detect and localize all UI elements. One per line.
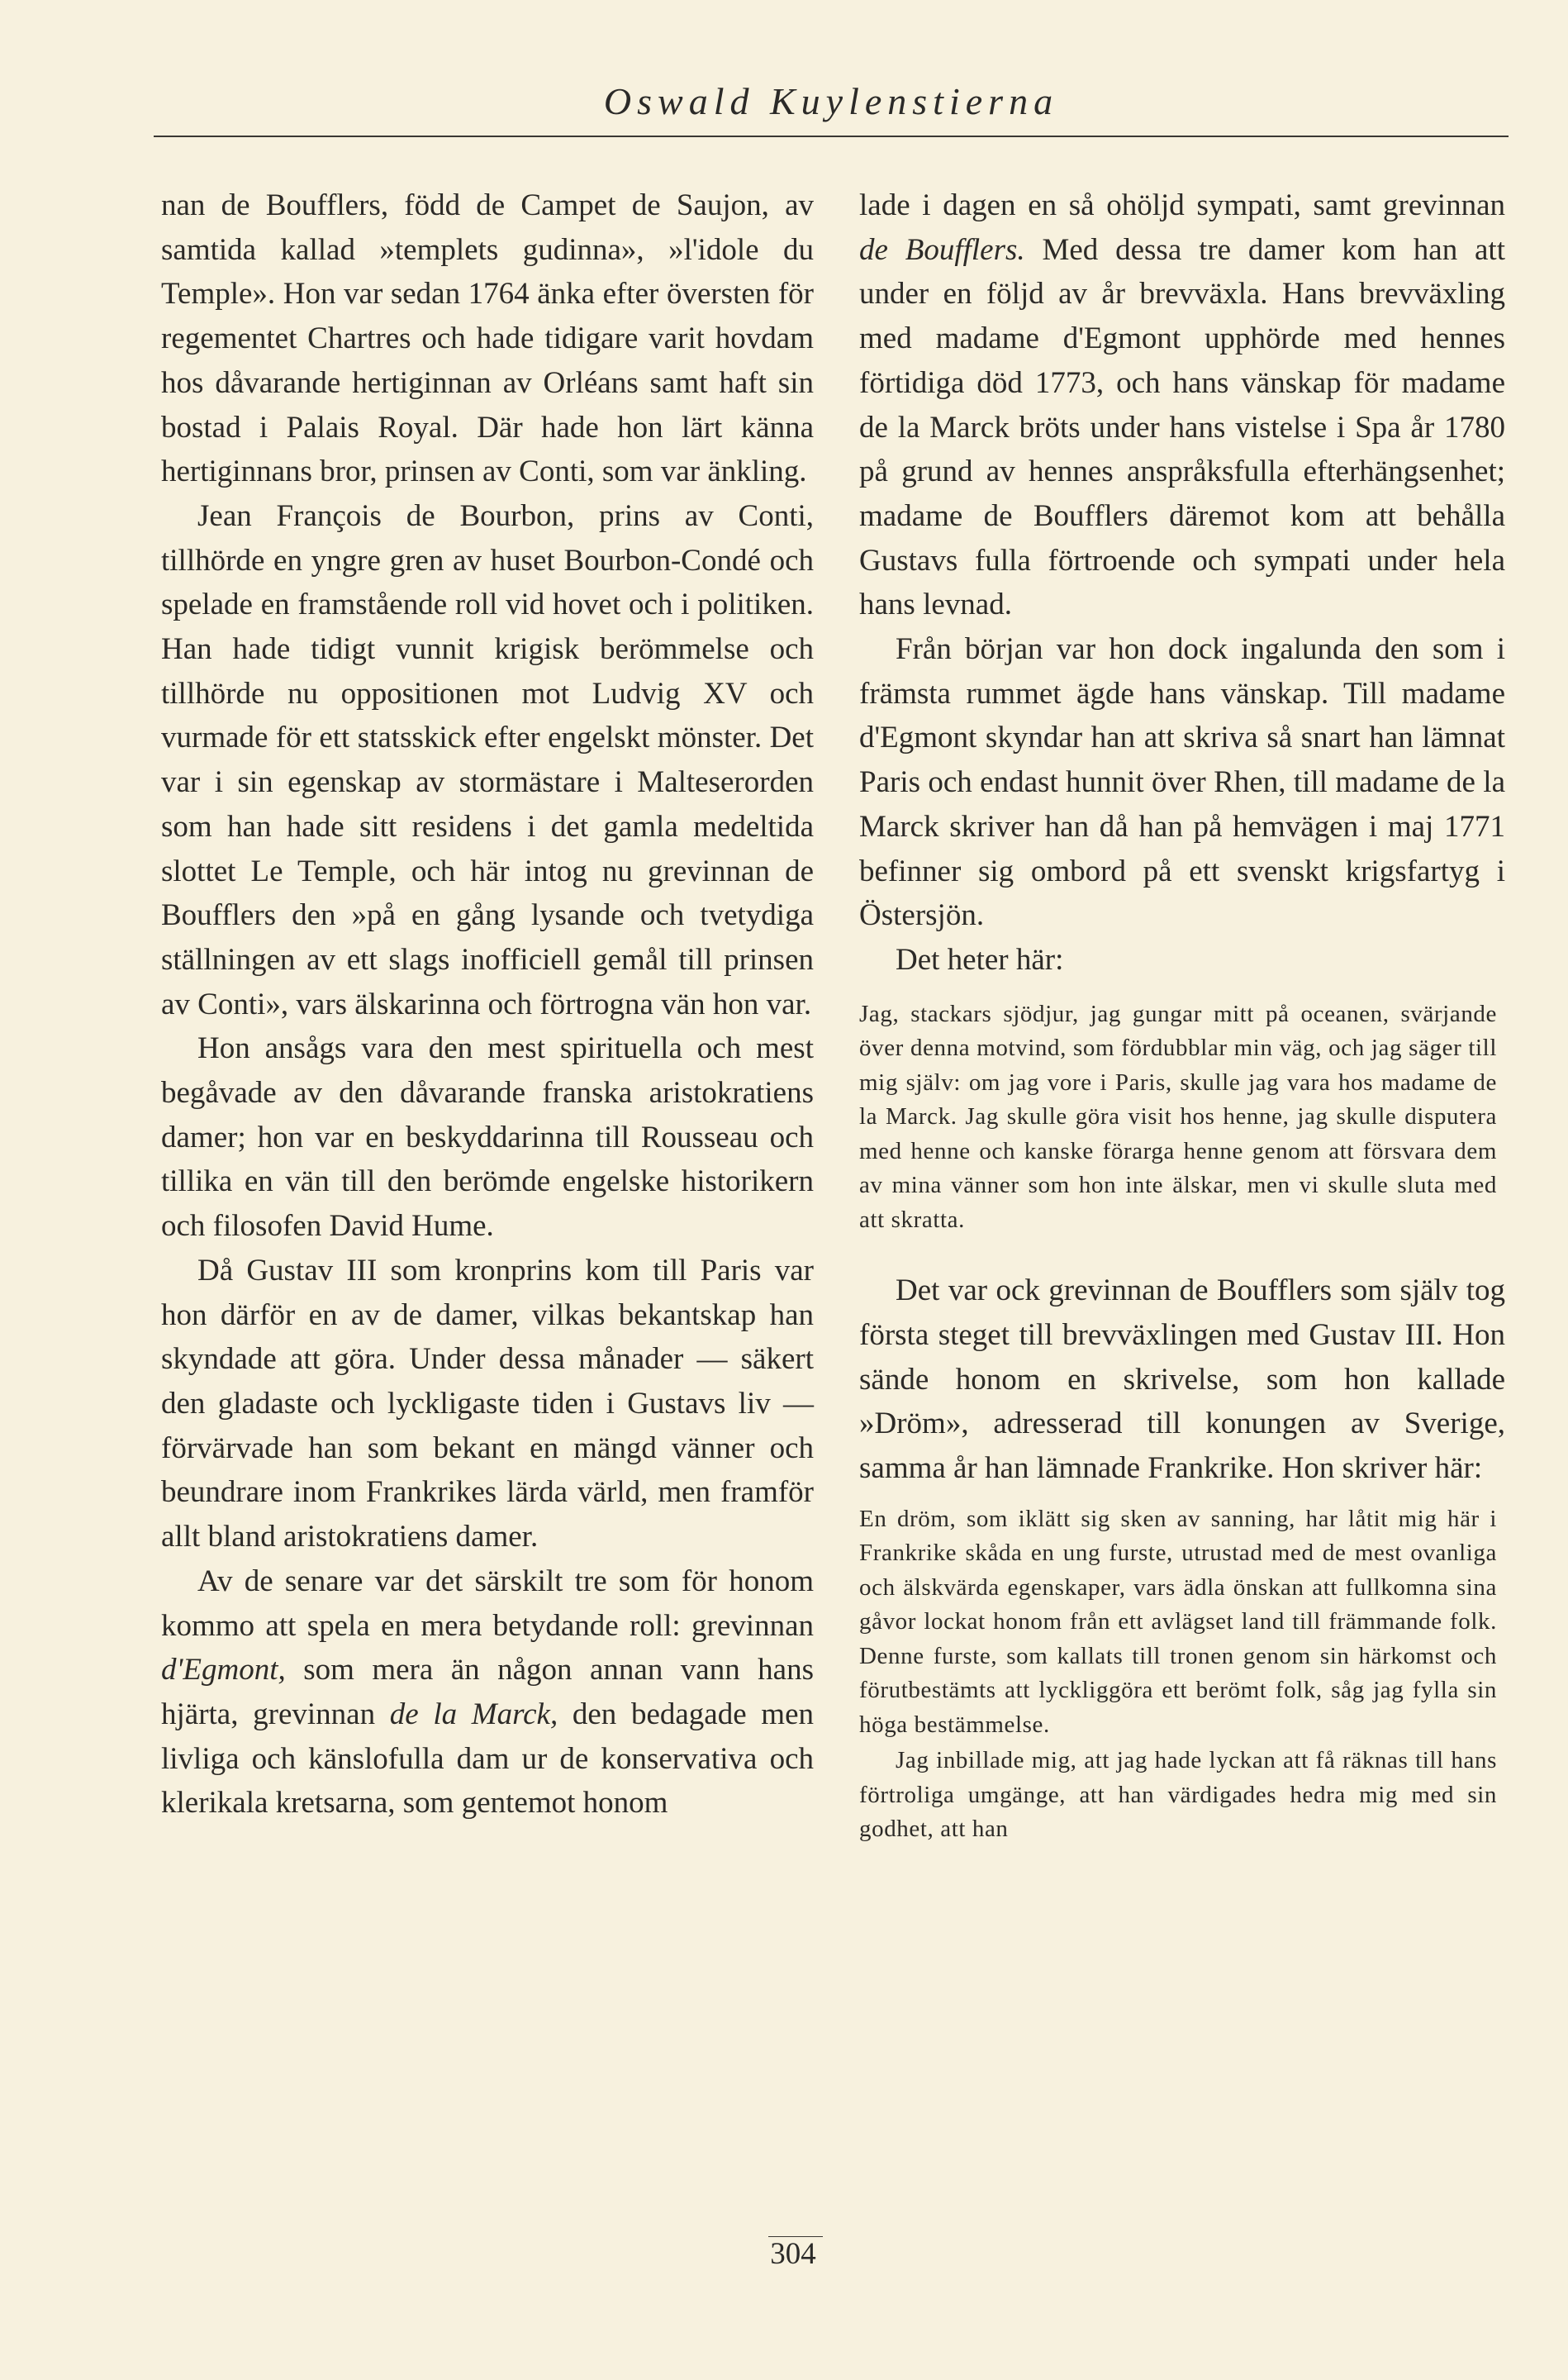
- paragraph: [859, 183, 1505, 627]
- right-column: [859, 183, 1505, 1847]
- paragraph: Från början var hon dock ingalunda den som i främsta rummet ägde hans vänskap. Till madame d'Egmont skyndar han att skriva så snart han lämnat Paris och endast hunnit över Rhen, till madame de la Marck skriver han då han på hemvägen i maj 1771 befinner sig ombord på ett svenskt krigsfartyg i Östersjön.: [859, 632, 1505, 933]
- left-column: [161, 183, 814, 1825]
- text-run: lade i dagen en så ohöljd sympati, samt grevinnan: [859, 188, 1505, 222]
- quote-text: Jag, stackars sjödjur, jag gungar mitt på oceanen, svärjande över denna motvind, som fördubblar min väg, och jag säger till mig själv: om jag vore i Paris, skulle jag vara hos madame de la Marck. Jag skulle göra visit hos henne, jag skulle disputera med henne och kanske förarga henne genom att försvara dem av mina vänner som hon inte älskar, men vi skulle sluta med att skratta.: [859, 1000, 1497, 1233]
- block-quote: [859, 1502, 1497, 1847]
- quote-text: En dröm, som iklätt sig sken av sanning, har låtit mig här i Frankrike skåda en ung furste, utrustad med de mest ovanliga och älskvärda egenskaper, vars ädla önskan att fullkomna sina gåvor lockat honom från ett avlägset land till främmande folk. Denne furste, som kallats till tronen genom sin härkomst och förutbestämts att lyckliggöra ett berömt folk, såg jag fylla sin höga bestämmelse.: [859, 1505, 1497, 1738]
- paragraph: Hon ansågs vara den mest spirituella och mest begåvade av den dåvarande franska aristokratiens damer; hon var en beskyddarinna till Rousseau och tillika en vän till den berömde engelske historikern och filosofen David Hume.: [161, 1031, 814, 1244]
- text-run: den bedagade men livliga och känslofulla dam ur de konservativa och klerikala kretsarna, som gentemot honom: [161, 1697, 814, 1821]
- text-run: som mera än någon annan vann hans hjärta, grevinnan: [161, 1653, 814, 1731]
- paragraph: nan de Boufflers, född de Campet de Saujon, av samtida kallad »templets gudinna», »l'idole du Temple». Hon var sedan 1764 änka efter översten för regementet Chartres och hade tidigare varit hovdam hos dåvarande hertiginnan av Orléans samt haft sin bostad i Palais Royal. Där hade hon lärt känna hertiginnans bror, prinsen av Conti, som var änkling.: [161, 188, 814, 489]
- paragraph: [161, 1559, 814, 1825]
- paragraph: Det heter här:: [896, 942, 1064, 977]
- paragraph: Då Gustav III som kronprins kom till Paris var hon därför en av de damer, vilkas bekantskap han skyndade att göra. Under dessa månader — säkert den gladaste och lyckligaste tiden i Gustavs liv — förvärvade han som bekant en mängd vänner och beundrare inom Frankrikes lärda värld, men framför allt bland aristokratiens damer.: [161, 1253, 814, 1554]
- header-rule: [154, 136, 1509, 137]
- page-number: 304: [770, 2237, 816, 2271]
- paragraph: Jean François de Bourbon, prins av Conti, tillhörde en yngre gren av huset Bourbon-Condé och spelade en framstående roll vid hovet och i politiken. Han hade tidigt vunnit krigisk berömmelse och tillhörde nu oppositionen mot Ludvig XV och vurmade för ett statsskick efter engelskt mönster. Det var i sin egenskap av stormästare i Malteserorden som han hade sitt residens i det gamla medeltida slottet Le Temple, och här intog nu grevinnan de Boufflers den »på en gång lysande och tvetydiga ställningen av ett slags inofficiell gemål till prinsen av Conti», vars älskarinna och förtrogna vän hon var.: [161, 498, 814, 1021]
- block-quote: [859, 997, 1497, 1238]
- running-header: Oswald Kuylenstierna: [603, 80, 1059, 122]
- quote-text: Jag inbillade mig, att jag hade lyckan att få räknas till hans förtroliga umgänge, att han värdigades hedra mig med sin godhet, att han: [859, 1747, 1497, 1843]
- text-run: Med dessa tre damer kom han att under en följd av år brevväxla. Hans brevväxling med madame d'Egmont upphörde med hennes förtidiga död 1773, och hans vänskap för madame de la Marck bröts under hans vistelse i Spa år 1780 på grund av hennes anspråksfulla efterhängsenhet; madame de Boufflers däremot kom att behålla Gustavs fulla förtroende och sympati under hela hans levnad.: [859, 232, 1505, 622]
- paragraph: Det var ock grevinnan de Boufflers som själv tog första steget till brevväxlingen med Gustav III. Hon sände honom en skrivelse, som hon kallade »Dröm», adresserad till konungen av Sverige, samma år han lämnade Frankrike. Hon skriver här:: [859, 1273, 1505, 1485]
- italic-name: de la Marck,: [389, 1697, 558, 1731]
- italic-name: d'Egmont,: [161, 1653, 286, 1687]
- text-run: Av de senare var det särskilt tre som för honom kommo att spela en mera betydande roll: grevinnan: [161, 1564, 814, 1643]
- italic-name: de Boufflers.: [859, 232, 1025, 267]
